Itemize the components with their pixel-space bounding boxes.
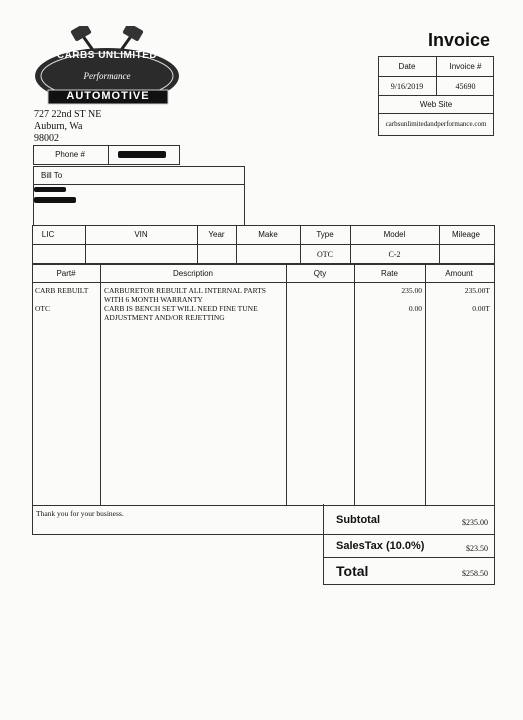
- subtotal-label: Subtotal: [336, 514, 380, 526]
- bill-to-label: Bill To: [41, 171, 63, 180]
- phone-redacted: [118, 151, 166, 158]
- vehicle-header-vin: VIN: [134, 230, 148, 239]
- logo-line1: CARBS UNLIMITED: [56, 50, 158, 61]
- subtotal-value: $235.00: [462, 518, 488, 527]
- item-1-part: CARB REBUILT: [35, 286, 89, 295]
- sales-tax-label: SalesTax (10.0%): [336, 540, 425, 552]
- item-2-rate: 0.00: [408, 304, 422, 313]
- address-zip: 98002: [34, 133, 59, 144]
- invoice-date: 9/16/2019: [390, 82, 424, 91]
- invoice-number-label: Invoice #: [449, 62, 482, 71]
- items-header-part: Part#: [56, 269, 76, 278]
- invoice-title: Invoice: [428, 30, 491, 50]
- item-1-description: CARBURETOR REBUILT ALL INTERNAL PARTS WITH 6 MONTH WARRANTY: [104, 286, 266, 304]
- vehicle-header-mileage: Mileage: [451, 230, 480, 239]
- address-city: Auburn, Wa: [34, 121, 83, 132]
- bill-to-box: [33, 166, 245, 226]
- phone-label: Phone #: [55, 150, 85, 159]
- website-url: carbsunlimitedandperformance.com: [385, 120, 487, 128]
- thank-you-note: Thank you for your business.: [36, 509, 124, 518]
- total-label: Total: [336, 563, 369, 579]
- website-label: Web Site: [419, 100, 453, 109]
- logo-line3: AUTOMOTIVE: [66, 90, 150, 102]
- vehicle-model: C-2: [388, 250, 401, 259]
- total-value: $258.50: [462, 569, 488, 578]
- vehicle-type: OTC: [317, 250, 333, 259]
- address-street: 727 22nd ST NE: [34, 109, 102, 120]
- items-header-amount: Amount: [445, 269, 473, 278]
- item-2-amount: 0.00T: [472, 304, 490, 313]
- items-header-qty: Qty: [313, 269, 327, 278]
- item-1-rate: 235.00: [401, 286, 422, 295]
- item-2-part: OTC: [35, 304, 50, 313]
- sales-tax-value: $23.50: [466, 544, 488, 553]
- items-header-description: Description: [172, 269, 213, 278]
- vehicle-header-type: Type: [316, 230, 334, 239]
- item-1-amount: 235.00T: [464, 286, 490, 295]
- bill-to-address-redacted: [34, 197, 76, 203]
- vehicle-header-model: Model: [383, 230, 406, 239]
- invoice-number: 45690: [455, 82, 476, 91]
- bill-to-name-redacted: [34, 187, 66, 192]
- logo-line2: Performance: [83, 71, 131, 81]
- vehicle-header-lic: LIC: [41, 230, 55, 239]
- vehicle-header-make: Make: [258, 230, 278, 239]
- vehicle-header-year: Year: [208, 230, 225, 239]
- company-logo: [34, 26, 180, 110]
- date-label: Date: [398, 62, 416, 71]
- item-2-description: CARB IS BENCH SET WILL NEED FINE TUNE ADJUSTMENT AND/OR REJETTING: [104, 304, 258, 322]
- items-header-rate: Rate: [381, 269, 398, 278]
